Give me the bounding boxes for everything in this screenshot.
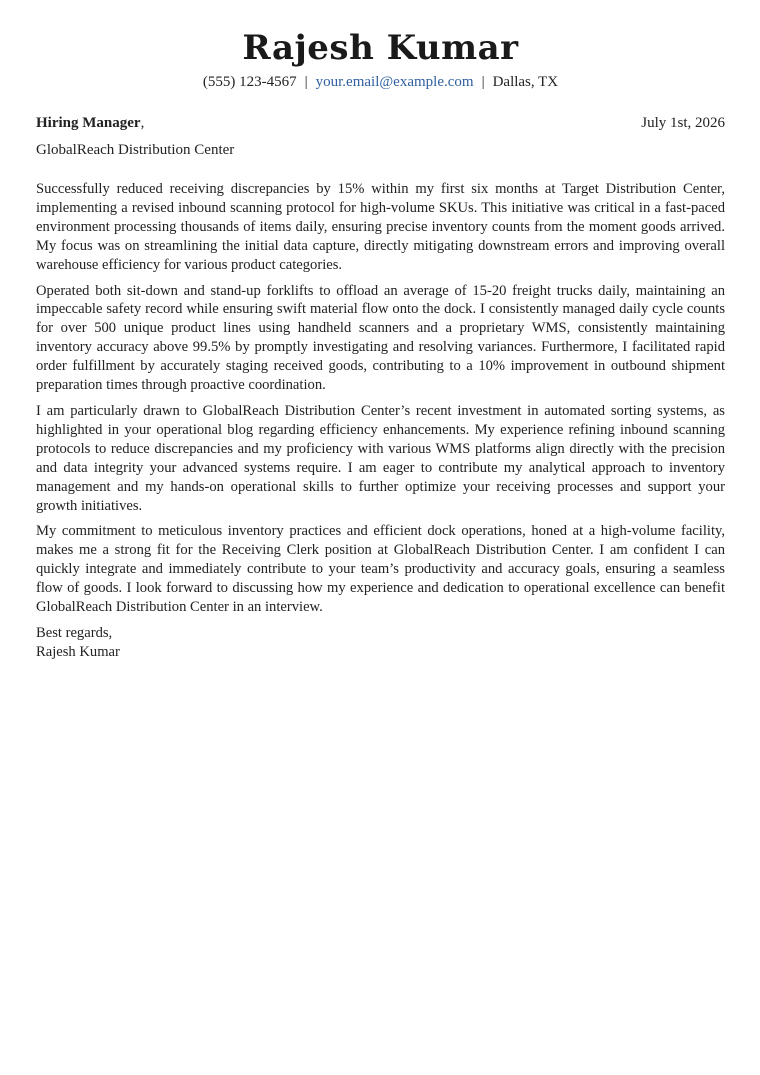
body-paragraph: Successfully reduced receiving discrepancies by 15% within my first six months at Target Distribution Center, implementing a revised inbound scanning protocol for high-volume SKUs. This initiative was critical in a fast-paced environment processing thousands of items daily, ensuring precise inventory counts from the moment goods arrived. My focus was on streamlining the initial data capture, directly mitigating downstream errors and improving overall warehouse efficiency for various product categories. (36, 181, 725, 273)
closing-signature: Rajesh Kumar (36, 643, 120, 660)
letter-date: July 1st, 2026 (641, 115, 725, 131)
applicant-name: Rajesh Kumar (242, 28, 519, 68)
recipient-line (36, 114, 144, 132)
body-paragraph: My commitment to meticulous inventory practices and efficient dock operations, honed at a high-volume facility, makes me a strong fit for the Receiving Clerk position at GlobalReach Distribution Center. I am confident I can quickly integrate and immediately contribute to your team’s productivity and accuracy goals, ensuring a seamless flow of goods. I look forward to discussing how my experience and dedication to operational excellence can benefit GlobalReach Distribution Center in an interview. (36, 523, 725, 616)
email-link[interactable]: your.email@example.com (315, 74, 474, 90)
location: Dallas, TX (492, 74, 559, 90)
contact-separator: | (481, 74, 485, 90)
contact-line (36, 73, 725, 91)
body-paragraph: I am particularly drawn to GlobalReach Distribution Center’s recent investment in automated sorting systems, as highlighted in your operational blog regarding efficiency enhancements. My experience refining inbound scanning protocols to reduce discrepancies and my proficiency with various WMS platforms align directly with the precision and data integrity your advanced systems require. I am eager to contribute my analytical approach to inventory management and my hands-on operational skills to further optimize your receiving processes and support your growth initiatives. (36, 402, 725, 514)
recipient-name-comma: , (140, 115, 145, 131)
recipient-name: Hiring Manager (36, 115, 141, 131)
phone-number: (555) 123-4567 (202, 74, 297, 90)
body-paragraph: Operated both sit-down and stand-up forklifts to offload an average of 15-20 freight trucks daily, maintaining an impeccable safety record while ensuring swift material flow onto the dock. I consistently managed daily cycle counts for over 500 unique product lines using handheld scanners and a proprietary WMS, consistently maintaining inventory accuracy above 99.5% by promptly investigating and resolving variances. Furthermore, I facilitated rapid order fulfillment by accurately staging received goods, contributing to a 10% improvement in outbound shipment preparation times through proactive coordination. (36, 282, 725, 394)
letter-body (36, 180, 725, 662)
closing-salutation: Best regards, (36, 624, 113, 641)
recipient-company: GlobalReach Distribution Center (36, 142, 235, 158)
closing-block (36, 624, 725, 662)
contact-separator: | (304, 74, 308, 90)
